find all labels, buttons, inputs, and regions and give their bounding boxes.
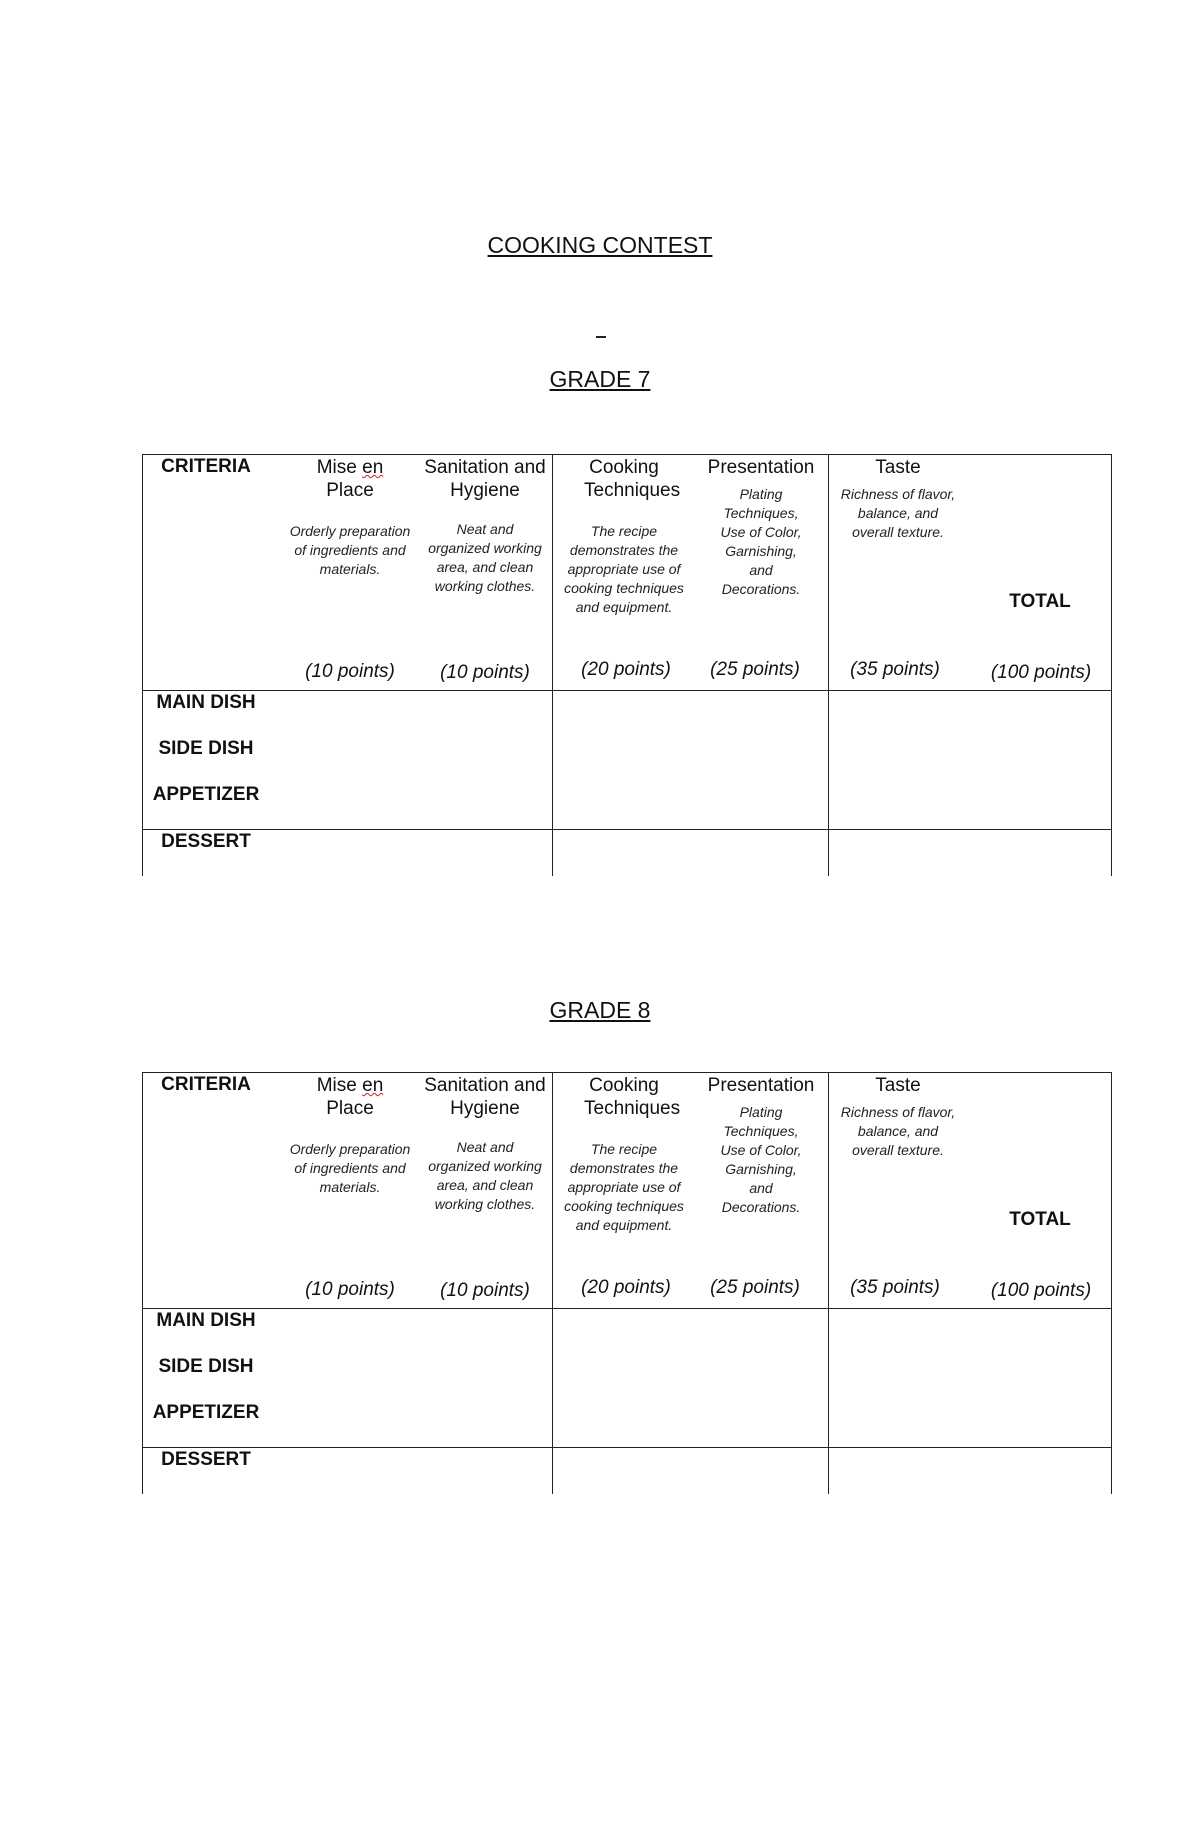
points-total: (100 points) (990, 662, 1092, 683)
table-border-top (142, 454, 1112, 455)
criterion-description: The recipe demonstrates the appropriate use of cooking techniques and equipment. (564, 1141, 684, 1233)
column-divider (828, 454, 829, 876)
criterion-presentation (696, 1074, 826, 1217)
row-divider (142, 1447, 1112, 1448)
criterion-cooking-techniques (554, 456, 694, 617)
points-mise-en-place: (10 points) (305, 1279, 395, 1300)
criterion-description: The recipe demonstrates the appropriate use of cooking techniques and equipment. (564, 523, 684, 615)
criterion-title: Presentation (707, 1075, 815, 1096)
criterion-title: Taste (875, 1075, 921, 1096)
row-appetizer: APPETIZER (152, 1402, 260, 1423)
criteria-label: CRITERIA (161, 1074, 251, 1095)
header-divider (142, 690, 1112, 691)
criterion-description: Orderly preparation of ingredients and materials. (289, 1141, 411, 1195)
table-border-left (142, 1072, 143, 1494)
criterion-description: Richness of flavor, balance, and overall texture. (840, 486, 956, 540)
row-divider (142, 829, 1112, 830)
criterion-title: Sanitation and Hygiene (424, 457, 546, 501)
row-main-dish: MAIN DISH (156, 1310, 256, 1331)
grade-7-rubric-table (142, 454, 1112, 876)
criterion-title: Sanitation and Hygiene (424, 1075, 546, 1119)
points-taste: (35 points) (850, 659, 940, 680)
row-dessert: DESSERT (161, 1449, 251, 1470)
criterion-presentation (696, 456, 826, 599)
row-side-dish: SIDE DISH (158, 1356, 254, 1377)
criterion-description: Orderly preparation of ingredients and materials. (289, 523, 411, 577)
criterion-title: Mise en Place (316, 1075, 384, 1119)
table-border-right (1111, 454, 1112, 876)
criterion-description: Plating Techniques, Use of Color, Garnishing, and Decorations. (720, 486, 802, 597)
criterion-title: Presentation (707, 457, 815, 478)
total-label: TOTAL (1009, 591, 1071, 612)
table-border-top (142, 1072, 1112, 1073)
row-appetizer: APPETIZER (152, 784, 260, 805)
criterion-description: Plating Techniques, Use of Color, Garnishing, and Decorations. (720, 1104, 802, 1215)
criteria-label: CRITERIA (161, 456, 251, 477)
points-total: (100 points) (990, 1280, 1092, 1301)
column-divider (552, 1072, 553, 1494)
points-presentation: (25 points) (710, 659, 800, 680)
header-divider (142, 1308, 1112, 1309)
criterion-description: Neat and organized working area, and clean working clothes. (428, 1139, 542, 1212)
spellcheck-underline: en (362, 457, 384, 478)
criterion-title: Taste (875, 457, 921, 478)
criterion-title: Mise en Place (316, 457, 384, 501)
grade-7-title: GRADE 7 (549, 366, 651, 392)
row-main-dish: MAIN DISH (156, 692, 256, 713)
criterion-mise-en-place (282, 1074, 418, 1197)
criterion-mise-en-place (282, 456, 418, 579)
column-divider (828, 1072, 829, 1494)
criterion-taste (830, 456, 966, 542)
separator-dash (596, 336, 606, 338)
criterion-sanitation (420, 456, 550, 596)
points-presentation: (25 points) (710, 1277, 800, 1298)
points-taste: (35 points) (850, 1277, 940, 1298)
table-border-right (1111, 1072, 1112, 1494)
points-sanitation: (10 points) (440, 1280, 530, 1301)
criterion-title: Cooking Techniques (584, 1075, 681, 1119)
criterion-taste (830, 1074, 966, 1160)
points-sanitation: (10 points) (440, 662, 530, 683)
points-cooking-techniques: (20 points) (581, 659, 671, 680)
grade-8-rubric-table (142, 1072, 1112, 1494)
grade-8-title: GRADE 8 (549, 997, 651, 1023)
document-title: COOKING CONTEST (487, 232, 713, 258)
spellcheck-underline: en (362, 1075, 384, 1096)
column-divider (552, 454, 553, 876)
points-mise-en-place: (10 points) (305, 661, 395, 682)
criterion-description: Neat and organized working area, and clean working clothes. (428, 521, 542, 594)
table-border-left (142, 454, 143, 876)
total-label: TOTAL (1009, 1209, 1071, 1230)
criterion-sanitation (420, 1074, 550, 1214)
criterion-description: Richness of flavor, balance, and overall texture. (840, 1104, 956, 1158)
criterion-title: Cooking Techniques (584, 457, 681, 501)
row-dessert: DESSERT (161, 831, 251, 852)
points-cooking-techniques: (20 points) (581, 1277, 671, 1298)
criterion-cooking-techniques (554, 1074, 694, 1235)
row-side-dish: SIDE DISH (158, 738, 254, 759)
